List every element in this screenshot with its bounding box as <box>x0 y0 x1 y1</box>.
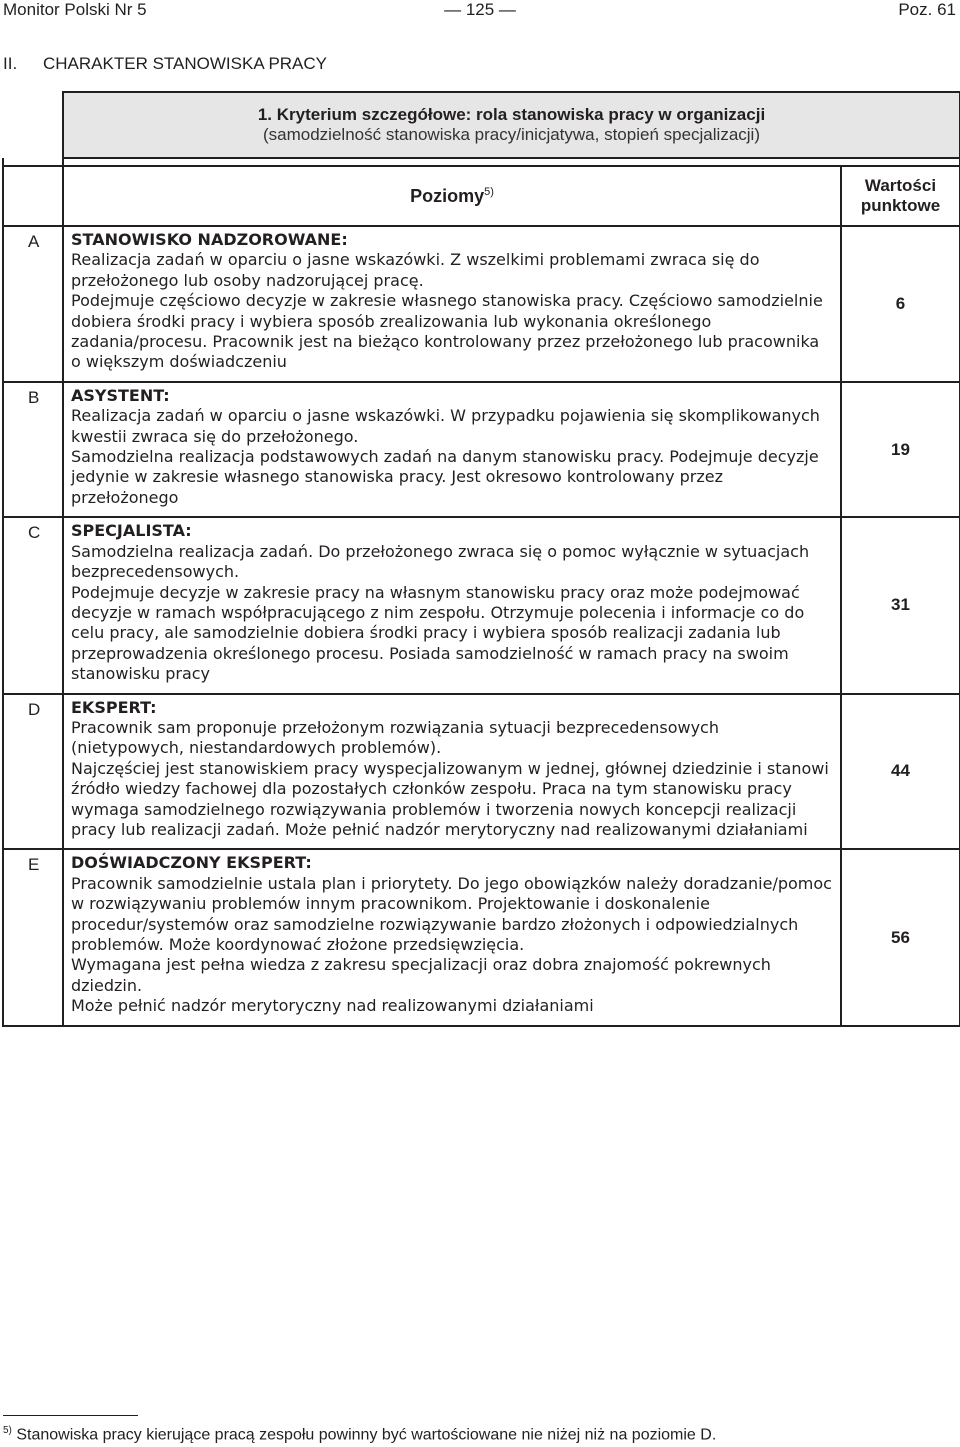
criterion-table <box>2 91 960 1027</box>
description-paragraph: Realizacja zadań w oparciu o jasne wskazówki. W przypadku pojawienia się skomplikowanych kwestii zwraca się do przełożonego. <box>71 406 820 446</box>
page-number: — 125 — <box>444 0 516 19</box>
level-letter: E <box>3 849 63 1025</box>
description-paragraph: Samodzielna realizacja zadań. Do przełożonego zwraca się o pomoc wyłącznie w sytuacjach bezprecedensowych. <box>71 541 810 582</box>
description-paragraph: Wymagana jest pełna wiedza z zakresu specjalizacji oraz dobra znajomość pokrewnych dziedzin. <box>71 955 771 995</box>
level-row <box>3 382 960 517</box>
criterion-subtitle: (samodzielność stanowiska pracy/inicjatywa, stopień specjalizacji) <box>263 125 760 144</box>
role-title: ASYSTENT: <box>71 385 170 405</box>
level-description <box>63 694 841 850</box>
section-heading <box>3 54 327 74</box>
page-header <box>0 0 960 24</box>
description-paragraph: Podejmuje decyzje w zakresie pracy na własnym stanowisku pracy oraz może podejmować decyzje w ramach współpracującego z nim zespołu. Otrzymuje polecenia i informacje co do celu pracy, ale samodzielnie dobiera środki pracy i wybiera sposób realizacji zadania lub przeprowadzenia określonego procesu. Posiada samodzielność w ramach pracy na swoim stanowisku pracy <box>71 582 805 684</box>
section-number: II. <box>3 54 18 73</box>
criterion-header-row <box>3 92 960 158</box>
criterion-header <box>63 92 960 158</box>
description-paragraph: Pracownik samodzielnie ustala plan i priorytety. Do jego obowiązków należy doradzanie/pomoc w rozwiązywaniu problemów innym pracownikom. Projektowanie i doskonalenie procedur/systemów oraz samodzielne rozwiązywanie bardzo złożonych i odpowiedzialnych problemów. Może koordynować złożone przedsięwzięcia. <box>71 873 832 954</box>
footnote-text: Stanowiska pracy kierujące pracą zespołu powinny być wartościowane nie niżej niż na poziomie D. <box>16 1426 717 1444</box>
section-title: CHARAKTER STANOWISKA PRACY <box>43 54 328 73</box>
levels-column-header <box>63 166 841 226</box>
level-row <box>3 517 960 693</box>
points-value: 56 <box>841 849 960 1025</box>
role-title: STANOWISKO NADZOROWANE: <box>71 230 348 249</box>
level-description <box>63 226 841 382</box>
criterion-title: 1. Kryterium szczegółowe: rola stanowiska pracy w organizacji <box>257 105 766 124</box>
level-row <box>3 226 960 382</box>
description-paragraph: Może pełnić nadzór merytoryczny nad realizowanymi działaniami <box>71 996 594 1016</box>
level-row <box>3 694 960 850</box>
level-description <box>63 849 841 1025</box>
level-letter: B <box>3 382 63 517</box>
column-header-row <box>3 166 960 226</box>
level-description <box>63 517 841 693</box>
journal-name: Monitor Polski Nr 5 <box>3 0 147 19</box>
level-letter: D <box>3 694 63 850</box>
levels-label: Poziomy <box>410 185 485 206</box>
points-value: 44 <box>841 694 960 850</box>
points-value: 19 <box>841 382 960 517</box>
description-paragraph: Samodzielna realizacja podstawowych zadań na danym stanowisku pracy. Podejmuje decyzje jedynie w zakresie własnego stanowiska pracy. Jest okresowo kontrolowany przez przełożonego <box>71 447 819 507</box>
footnote-ref: 5) <box>484 185 494 198</box>
level-letter: A <box>3 226 63 382</box>
footnote <box>3 1425 716 1444</box>
description-paragraph: Podejmuje częściowo decyzje w zakresie własnego stanowiska pracy. Częściowo samodzielnie dobiera środki pracy i wybiera sposób zrealizowania lub wykonania określonego zadania/procesu. Pracownik jest na bieżąco kontrolowany przez przełożonego lub pracownika o większym doświadczeniu <box>71 291 823 372</box>
role-title: EKSPERT: <box>71 697 157 717</box>
description-paragraph: Realizacja zadań w oparciu o jasne wskazówki. Z wszelkimi problemami zwraca się do przełożonego lub osoby nadzorującej pracę. <box>71 250 760 290</box>
footnote-rule <box>3 1415 138 1416</box>
level-description <box>63 382 841 517</box>
description-paragraph: Najczęściej jest stanowiskiem pracy wyspecjalizowanym w jednej, głównej dziedzinie i stanowi źródło wiedzy fachowej dla pozostałych członków zespołu. Praca na tym stanowisku pracy wymaga samodzielnego rozwiązywania problemów i tworzenia nowych koncepcji realizacji pracy lub realizacji zadań. Może pełnić nadzór merytoryczny nad realizowanymi działaniami <box>71 758 829 839</box>
points-value: 6 <box>841 226 960 382</box>
role-title: SPECJALISTA: <box>71 521 192 541</box>
spacer-row <box>3 158 960 166</box>
description-paragraph: Pracownik sam proponuje przełożonym rozwiązania sytuacji bezprecedensowych (nietypowych, niestandardowych problemów). <box>71 717 719 758</box>
values-column-header: Wartości punktowe <box>841 166 960 226</box>
points-value: 31 <box>841 517 960 693</box>
level-row <box>3 849 960 1025</box>
position-number: Poz. 61 <box>898 0 956 19</box>
role-title: DOŚWIADCZONY EKSPERT: <box>71 853 312 873</box>
level-rows <box>3 226 960 1026</box>
level-letter: C <box>3 517 63 693</box>
footnote-mark: 5) <box>3 1425 12 1436</box>
